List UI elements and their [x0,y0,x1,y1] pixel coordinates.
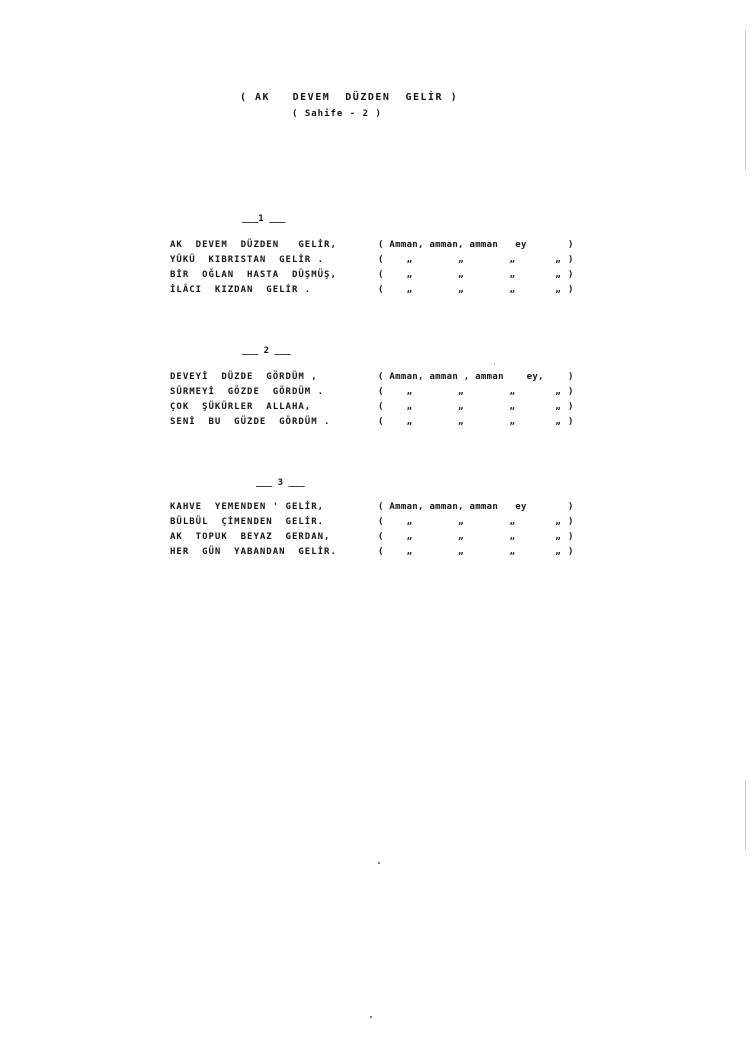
refrain-text: ( „ „ „ „ [378,270,561,280]
refrain-text: ( „ „ „ „ [378,402,561,412]
verse-text: AK DEVEM DÜZDEN GELİR, [170,240,337,250]
verse-line [170,270,575,285]
scan-edge-line [745,780,746,850]
verse-line [170,240,575,255]
verse-text: AK TOPUK BEYAZ GERDAN, [170,532,331,542]
refrain-text: ( Amman, amman, amman ey [378,502,527,512]
closing-paren: ) [568,372,575,382]
closing-paren: ) [568,255,575,265]
verse-line [170,417,575,432]
closing-paren: ) [568,270,575,280]
closing-paren: ) [568,387,575,397]
verse-line [170,502,575,517]
refrain-text: ( „ „ „ „ [378,417,561,427]
closing-paren: ) [568,285,575,295]
scan-speck [378,862,380,864]
verse-text: YÜKÜ KIBRISTAN GELİR . [170,255,325,265]
scan-speck [370,1016,372,1018]
closing-paren: ) [568,502,575,512]
verse-line [170,387,575,402]
verse-text: BİR OĞLAN HASTA DÜŞMÜŞ, [170,270,337,280]
stanza-number: ___1 ___ [242,214,286,224]
verse-line [170,517,575,532]
refrain-text: ( „ „ „ „ [378,532,561,542]
closing-paren: ) [568,547,575,557]
closing-paren: ) [568,417,575,427]
closing-paren: ) [568,402,575,412]
verse-line [170,255,575,270]
verse-text: KAHVE YEMENDEN ' GELİR, [170,502,325,512]
verse-line [170,547,575,562]
refrain-text: ( Amman, amman, amman ey [378,240,527,250]
verse-text: DEVEYİ DÜZDE GÖRDÜM , [170,372,318,382]
closing-paren: ) [568,240,575,250]
refrain-text: ( „ „ „ „ [378,255,561,265]
refrain-text: ( „ „ „ „ [378,285,561,295]
closing-paren: ) [568,517,575,527]
verse-text: ÇOK ŞÜKÜRLER ALLAHA, [170,402,312,412]
refrain-text: ( Amman, amman , amman ey, [378,372,544,382]
verse-text: İLÂCI KIZDAN GELİR . [170,285,312,295]
verse-line [170,285,575,300]
scan-speck [494,364,495,365]
refrain-text: ( „ „ „ „ [378,517,561,527]
document-title: ( AK DEVEM DÜZDEN GELİR ) [240,92,459,103]
verse-line [170,402,575,417]
verse-text: HER GÜN YABANDAN GELİR. [170,547,337,557]
refrain-text: ( „ „ „ „ [378,387,561,397]
stanza-number: ___ 2 ___ [242,346,291,356]
scan-edge-line [745,30,746,170]
verse-line [170,532,575,547]
page-subtitle: ( Sahife - 2 ) [292,109,382,119]
verse-text: SENİ BU GÜZDE GÖRDÜM . [170,417,331,427]
verse-line [170,372,575,387]
stanza-number: ___ 3 ___ [256,478,305,488]
closing-paren: ) [568,532,575,542]
verse-text: SÜRMEYİ GÖZDE GÖRDÜM . [170,387,325,397]
verse-text: BÜLBÜL ÇİMENDEN GELİR. [170,517,325,527]
refrain-text: ( „ „ „ „ [378,547,561,557]
